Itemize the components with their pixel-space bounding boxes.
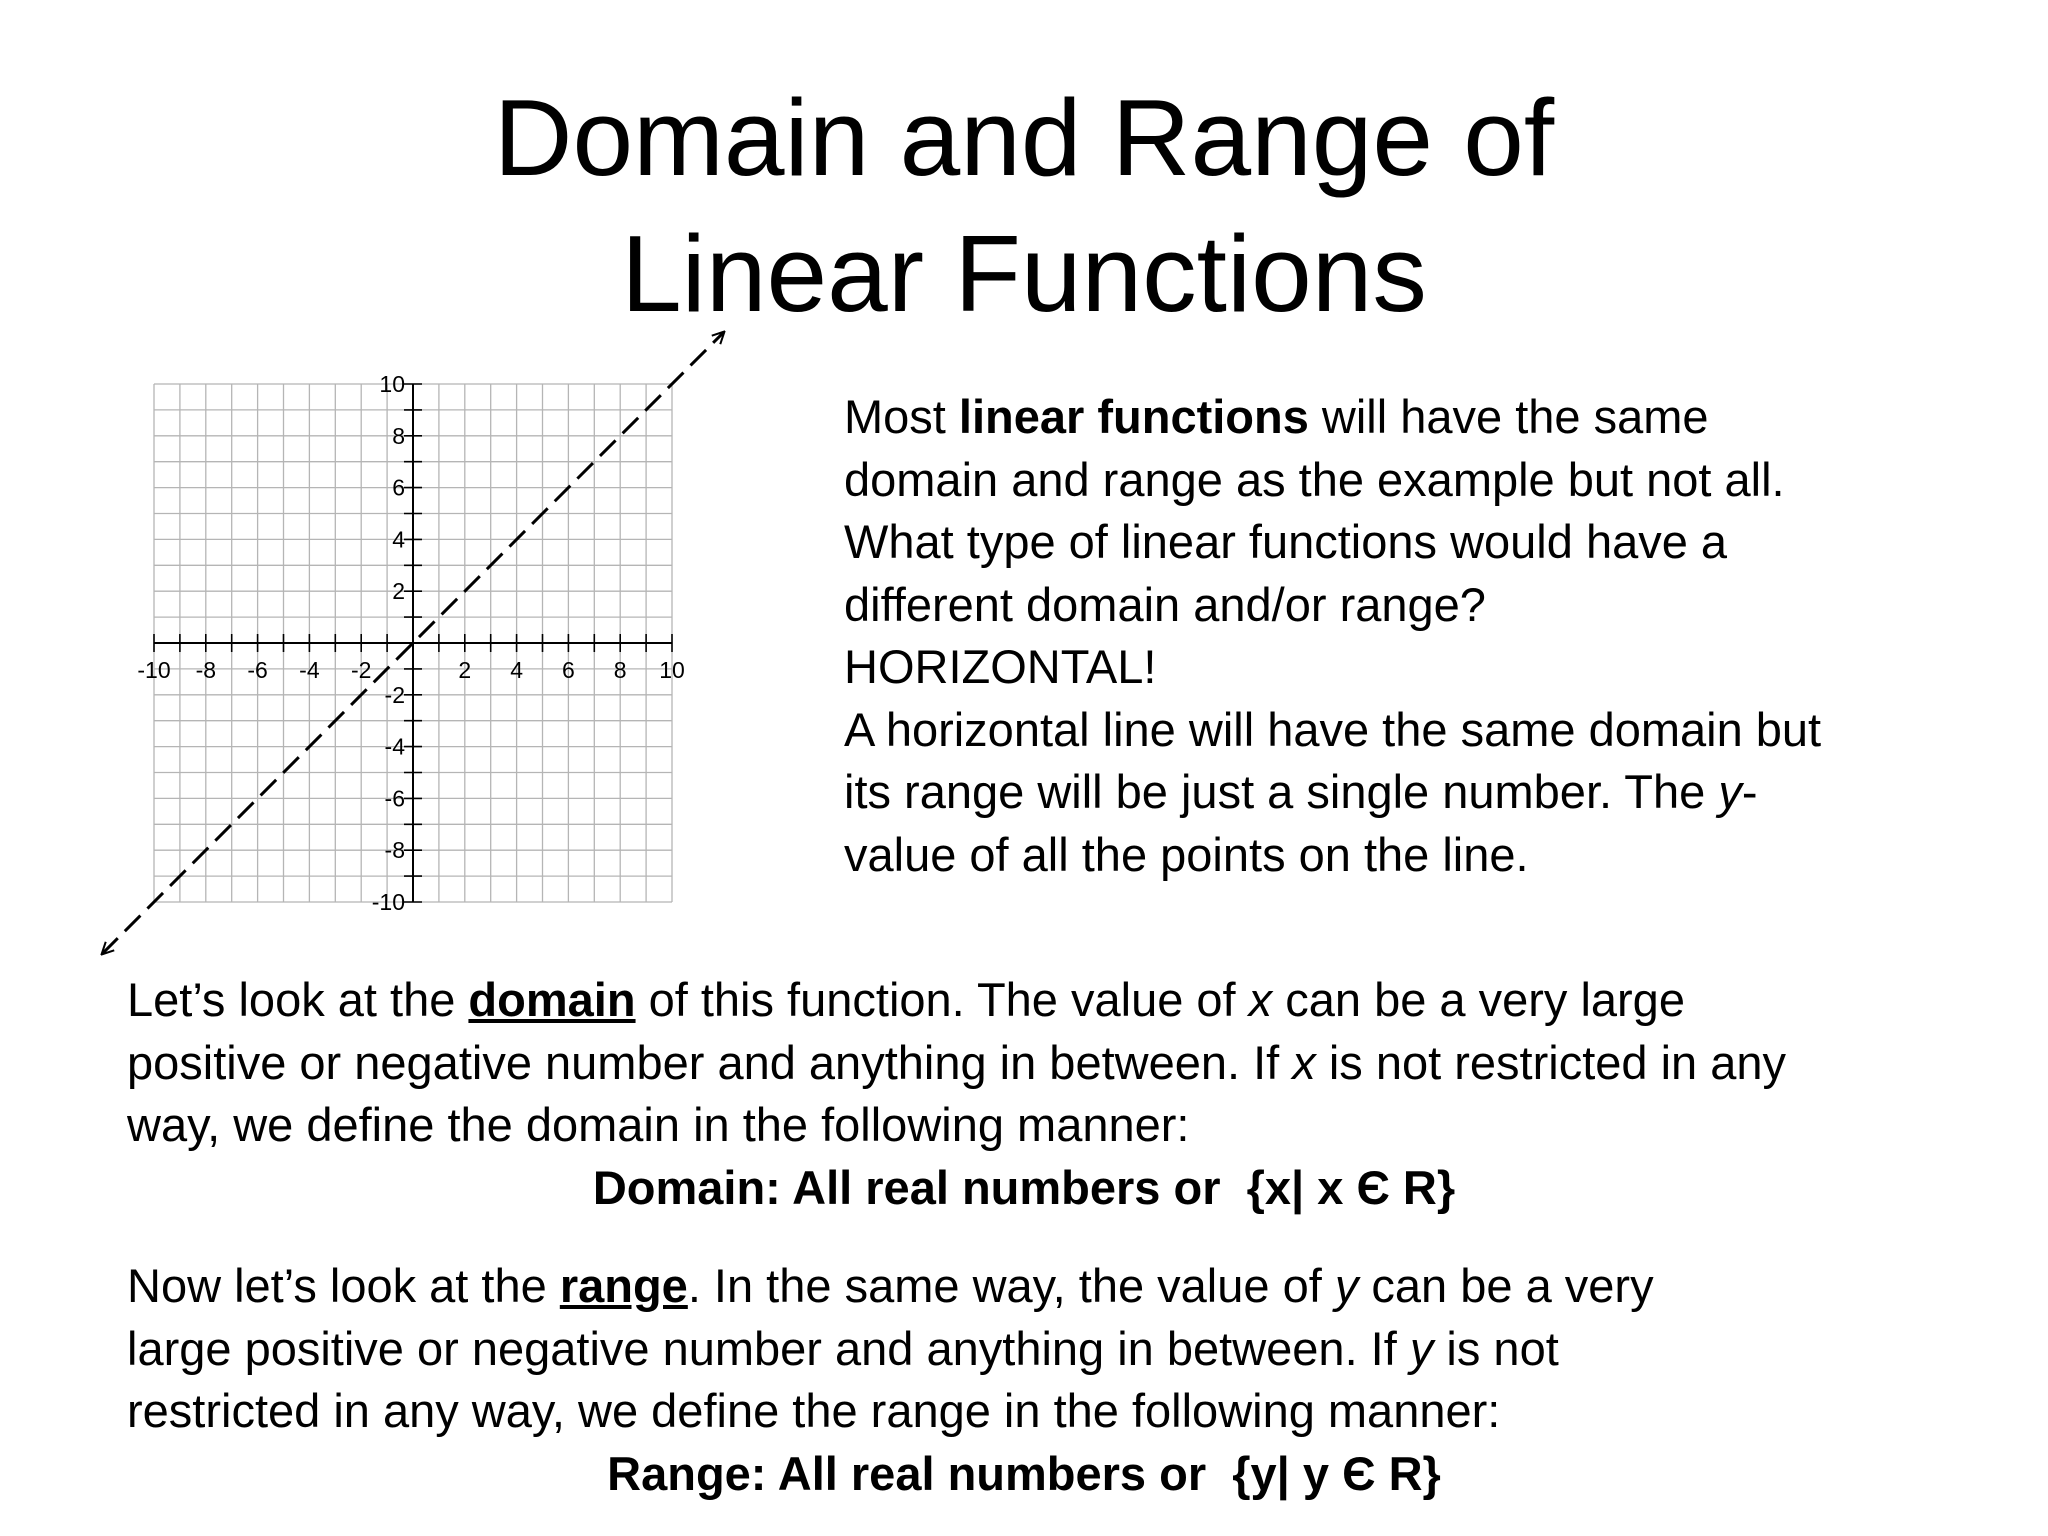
domain-definition: Domain: All real numbers or {x| x Є R}: [592, 1160, 1456, 1214]
range-term: range: [559, 1259, 688, 1312]
side-explanation: [844, 386, 2004, 886]
x-tick-label: 4: [510, 657, 523, 683]
title-line-1: Domain and Range of: [493, 77, 1555, 199]
y-tick-label: 4: [392, 526, 405, 553]
side-line-2: domain and range as the example but not all.: [844, 452, 1785, 506]
linear-functions-bold: linear functions: [958, 390, 1309, 443]
coordinate-graph: [70, 308, 790, 988]
side-line-5: HORIZONTAL!: [844, 640, 1157, 693]
side-line-4: different domain and/or range?: [844, 577, 1486, 631]
y-tick-label: -10: [371, 889, 405, 915]
side-line-6: A horizontal line will have the same domain but: [844, 702, 1822, 756]
range-line-1: Now let’s look at the range. In the same way, the value of y can be a very: [127, 1259, 1654, 1312]
x-tick-label: -10: [137, 657, 171, 683]
range-definition: Range: All real numbers or {y| y Є R}: [607, 1446, 1441, 1500]
x-tick-label: -2: [350, 657, 372, 683]
x-tick-label: -6: [247, 657, 268, 683]
y-tick-label: 6: [392, 474, 405, 501]
y-tick-label: -8: [384, 837, 405, 864]
range-line-2: large positive or negative number and anything in between. If y is not: [127, 1321, 1559, 1375]
x-tick-label: 8: [613, 657, 627, 683]
side-line-1: Most linear functions will have the same: [844, 390, 1709, 443]
title-line-2: Linear Functions: [621, 213, 1427, 335]
domain-term: domain: [468, 973, 636, 1026]
range-line-3: restricted in any way, we define the range in the following manner:: [127, 1384, 1501, 1437]
domain-line-2: positive or negative number and anything in between. If x is not restricted in any: [127, 1035, 1787, 1089]
x-tick-label: 6: [562, 657, 575, 683]
side-line-8: value of all the points on the line.: [844, 827, 1529, 881]
x-tick-label: -4: [299, 657, 320, 683]
side-line-7: its range will be just a single number. The y-: [844, 765, 1758, 818]
x-tick-label: 10: [659, 657, 685, 683]
y-tick-label: 10: [379, 371, 405, 397]
y-tick-label: -6: [384, 785, 405, 812]
domain-line-3: way, we define the domain in the following manner:: [127, 1098, 1190, 1151]
range-paragraph: [127, 1255, 2007, 1505]
y-tick-label: -2: [384, 681, 405, 708]
domain-line-1: Let’s look at the domain of this function. The value of x can be a very large: [127, 973, 1685, 1026]
x-tick-label: 2: [458, 657, 472, 683]
y-tick-label: 8: [392, 422, 405, 449]
side-line-3: What type of linear functions would have a: [844, 515, 1728, 568]
page-title: [0, 70, 2048, 342]
y-tick-label: -4: [384, 733, 405, 760]
domain-paragraph: [127, 969, 2007, 1219]
y-tick-label: 2: [392, 578, 405, 605]
x-tick-label: -8: [195, 657, 217, 683]
